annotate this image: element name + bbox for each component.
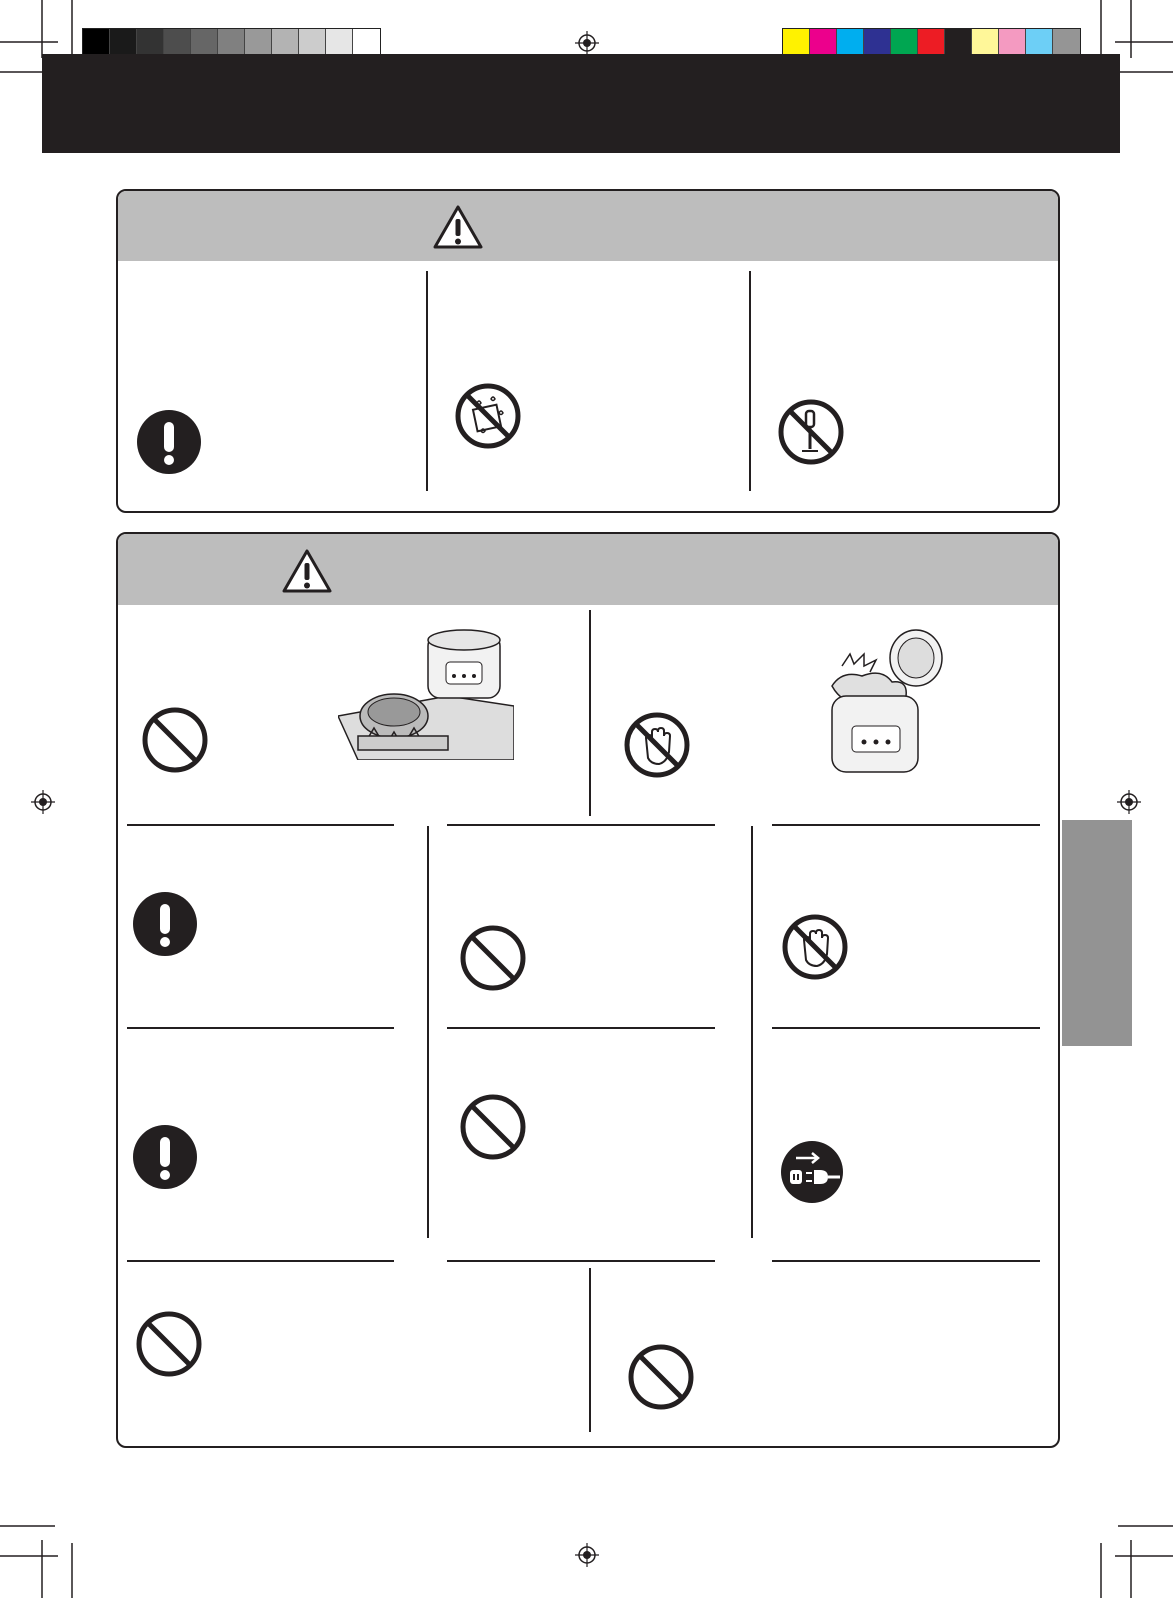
grayscale-swatch-11 (353, 29, 380, 57)
grid-divider-1 (427, 826, 429, 1238)
rice-cooker-near-stove-illustration (338, 626, 514, 760)
process-swatch-6 (918, 29, 945, 57)
unplug-icon (780, 1140, 844, 1204)
process-swatch-2 (810, 29, 837, 57)
grid-rule-1b (447, 824, 715, 826)
grayscale-swatch-3 (137, 29, 164, 57)
grayscale-swatch-9 (299, 29, 326, 57)
warning-panel (116, 189, 1060, 513)
registration-mark-right (1117, 790, 1141, 814)
warning-panel-header (118, 191, 1058, 261)
caution-top-divider (589, 610, 591, 816)
grayscale-swatch-7 (245, 29, 272, 57)
warning-divider-1 (426, 271, 428, 491)
mandatory-exclamation-icon (132, 891, 198, 957)
no-water-icon (455, 383, 521, 449)
side-tab (1062, 820, 1132, 1046)
process-swatch-5 (891, 29, 918, 57)
mandatory-exclamation-icon (132, 1124, 198, 1190)
prohibition-icon (460, 1094, 526, 1160)
grayscale-swatch-8 (272, 29, 299, 57)
header-band (42, 54, 1120, 153)
grid-rule-2c (772, 1027, 1040, 1029)
prohibition-icon (142, 707, 208, 773)
process-swatch-11 (1053, 29, 1080, 57)
warning-divider-2 (749, 271, 751, 491)
grayscale-swatch-1 (83, 29, 110, 57)
registration-mark-bottom (575, 1543, 599, 1567)
grayscale-swatch-10 (326, 29, 353, 57)
process-swatch-1 (783, 29, 810, 57)
mandatory-exclamation-icon (136, 409, 202, 475)
caution-panel-header (118, 534, 1058, 605)
registration-mark-left (31, 790, 55, 814)
grayscale-swatch-2 (110, 29, 137, 57)
prohibition-icon (136, 1311, 202, 1377)
grid-rule-1a (127, 824, 394, 826)
grid-rule-2a (127, 1027, 394, 1029)
process-swatch-10 (1026, 29, 1053, 57)
process-swatch-7 (945, 29, 972, 57)
process-swatch-9 (999, 29, 1026, 57)
caution-panel (116, 532, 1060, 1448)
steam-burn-illustration (812, 626, 952, 776)
grayscale-swatch-5 (191, 29, 218, 57)
grid-rule-1c (772, 824, 1040, 826)
caution-bottom-divider (589, 1268, 591, 1432)
grid-rule-3c (772, 1260, 1040, 1262)
no-disassembly-icon (778, 399, 844, 465)
registration-mark-top (575, 31, 599, 55)
grid-rule-3b (447, 1260, 715, 1262)
do-not-touch-icon (624, 712, 690, 778)
grayscale-swatch-4 (164, 29, 191, 57)
grid-rule-3a (127, 1260, 394, 1262)
prohibition-icon (460, 925, 526, 991)
process-swatch-3 (837, 29, 864, 57)
prohibition-icon (628, 1344, 694, 1410)
process-swatch-8 (972, 29, 999, 57)
grid-divider-2 (751, 826, 753, 1238)
grayscale-swatch-6 (218, 29, 245, 57)
grid-rule-2b (447, 1027, 715, 1029)
warning-triangle-icon (281, 547, 333, 595)
warning-triangle-icon (432, 203, 484, 251)
do-not-touch-icon (782, 914, 848, 980)
process-swatch-4 (864, 29, 891, 57)
